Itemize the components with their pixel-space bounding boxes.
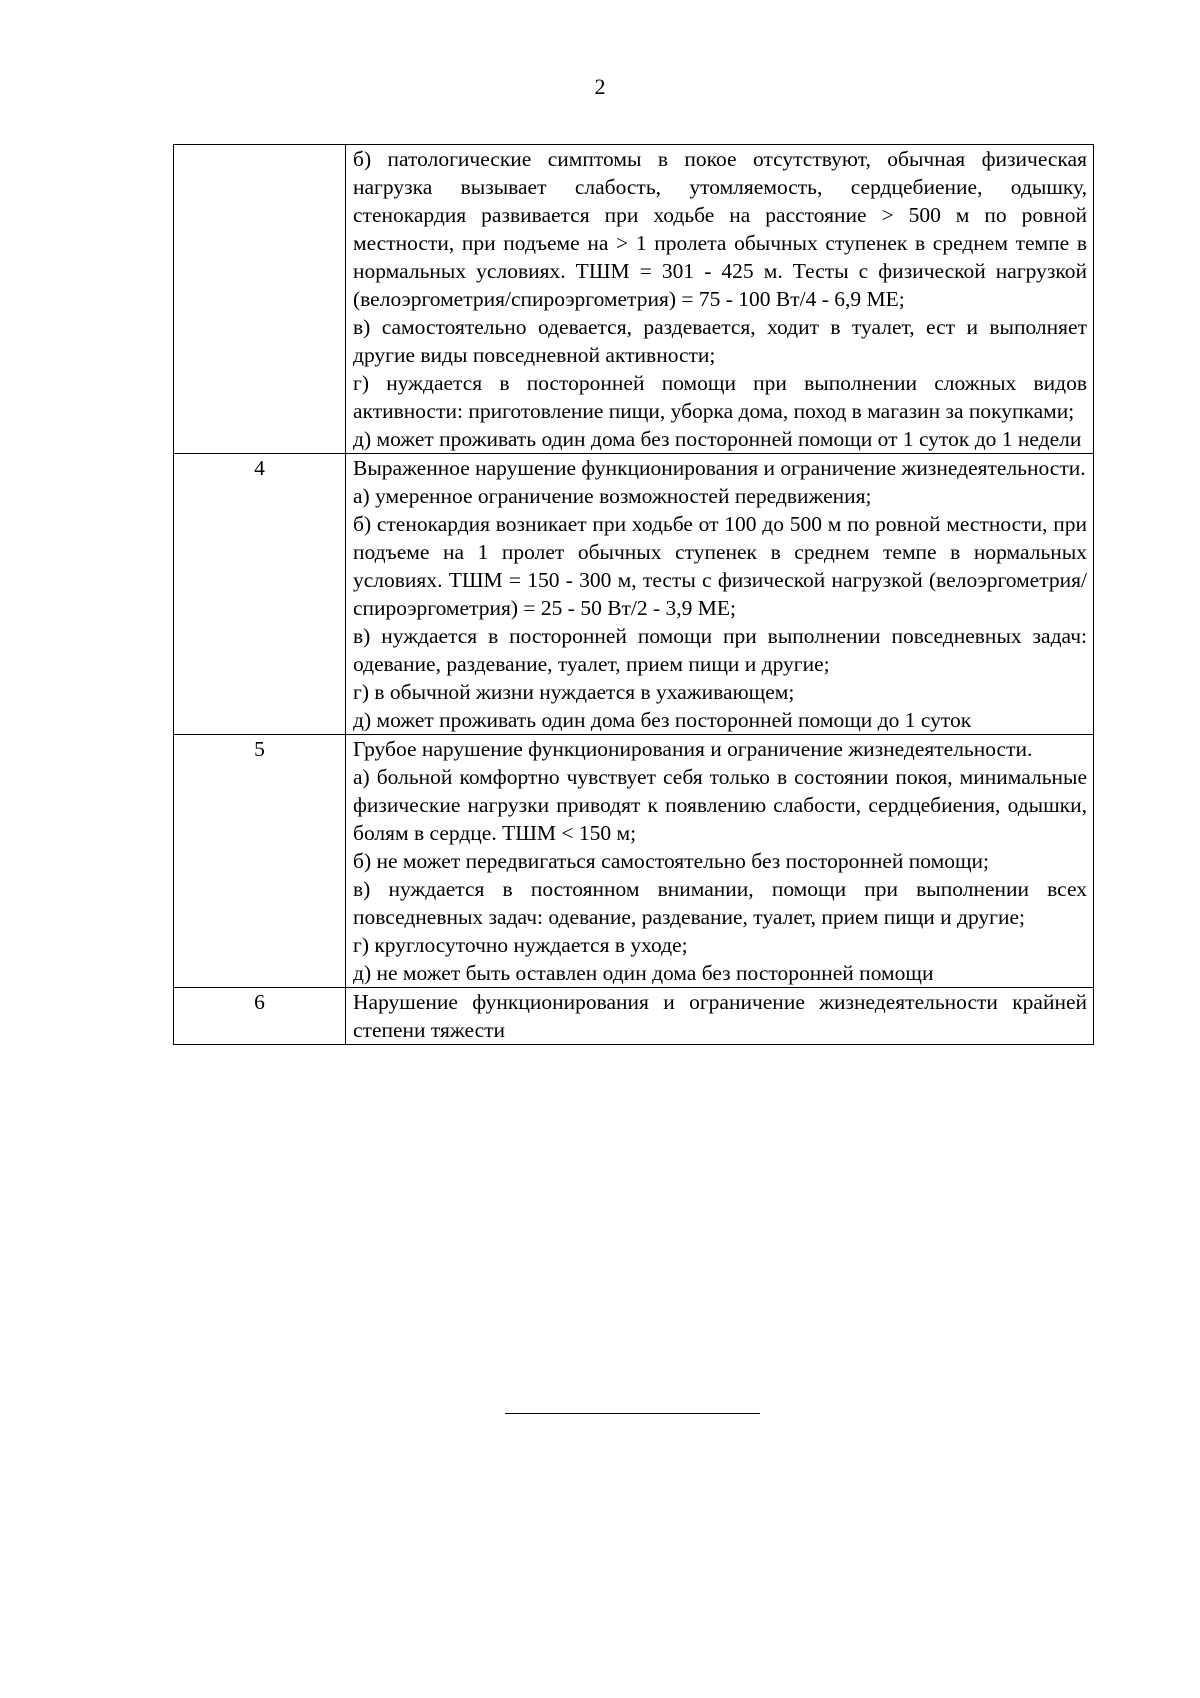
description-paragraph: в) нуждается в постоянном внимании, помощи при выполнении всех повседневных задач: одевание, раздевание, туалет, прием пищи и другие; — [353, 877, 1087, 929]
description-cell — [346, 735, 1094, 988]
description-paragraph: Выраженное нарушение функционирования и ограничение жизнедеятельности. — [353, 456, 1086, 480]
description-cell — [346, 145, 1094, 454]
table-row — [174, 454, 1094, 735]
description-paragraph: а) умеренное ограничение возможностей передвижения; — [353, 484, 872, 508]
description-paragraph: г) в обычной жизни нуждается в ухаживающем; — [353, 680, 795, 704]
description-paragraph: в) нуждается в посторонней помощи при выполнении повседневных задач: одевание, раздевание, туалет, прием пищи и другие; — [353, 624, 1087, 676]
description-paragraph: д) может проживать один дома без посторонней помощи до 1 суток — [353, 708, 972, 732]
description-cell — [346, 454, 1094, 735]
description-paragraph: б) патологические симптомы в покое отсутствуют, обычная физическая нагрузка вызывает слабость, утомляемость, сердцебиение, одышку, стенокардия развивается при ходьбе на расстояние > 500 м по ровной местности, при подъеме на > 1 пролета обычных ступенек в среднем темпе в нормальных условиях. ТШМ = 301 - 425 м. Тесты с физической нагрузкой (велоэргометрия/спироэргометрия) = 75 - 100 Вт/4 - 6,9 МЕ; — [353, 147, 1087, 311]
description-paragraph: г) нуждается в посторонней помощи при выполнении сложных видов активности: приготовление пищи, уборка дома, поход в магазин за покупками; — [353, 371, 1087, 423]
description-paragraph: б) стенокардия возникает при ходьбе от 100 до 500 м по ровной местности, при подъеме на 1 пролет обычных ступенек в среднем темпе в нормальных условиях. ТШМ = 150 - 300 м, тесты с физической нагрузкой (велоэргометрия/спироэргометрия) = 25 - 50 Вт/2 - 3,9 МЕ; — [353, 512, 1087, 620]
table-row — [174, 735, 1094, 988]
description-cell — [346, 988, 1094, 1045]
degree-number-cell: 6 — [174, 988, 346, 1045]
description-paragraph: д) может проживать один дома без посторонней помощи от 1 суток до 1 недели — [353, 427, 1082, 451]
description-paragraph: Грубое нарушение функционирования и ограничение жизнедеятельности. — [353, 737, 1033, 761]
description-paragraph: б) не может передвигаться самостоятельно без посторонней помощи; — [353, 849, 989, 873]
description-paragraph: в) самостоятельно одевается, раздевается, ходит в туалет, ест и выполняет другие виды повседневной активности; — [353, 315, 1087, 367]
table-row — [174, 988, 1094, 1045]
classification-table — [173, 144, 1094, 1045]
table-row — [174, 145, 1094, 454]
page-number: 2 — [594, 74, 606, 99]
description-paragraph: д) не может быть оставлен один дома без посторонней помощи — [353, 961, 934, 985]
description-paragraph: Нарушение функционирования и ограничение жизнедеятельности крайней степени тяжести — [353, 990, 1087, 1042]
description-paragraph: а) больной комфортно чувствует себя только в состоянии покоя, минимальные физические нагрузки приводят к появлению слабости, сердцебиения, одышки, болям в сердце. ТШМ < 150 м; — [353, 765, 1087, 845]
end-separator-line — [505, 1413, 760, 1414]
degree-number-cell — [174, 145, 346, 454]
description-paragraph: г) круглосуточно нуждается в уходе; — [353, 933, 688, 957]
degree-number-cell: 5 — [174, 735, 346, 988]
degree-number-cell: 4 — [174, 454, 346, 735]
